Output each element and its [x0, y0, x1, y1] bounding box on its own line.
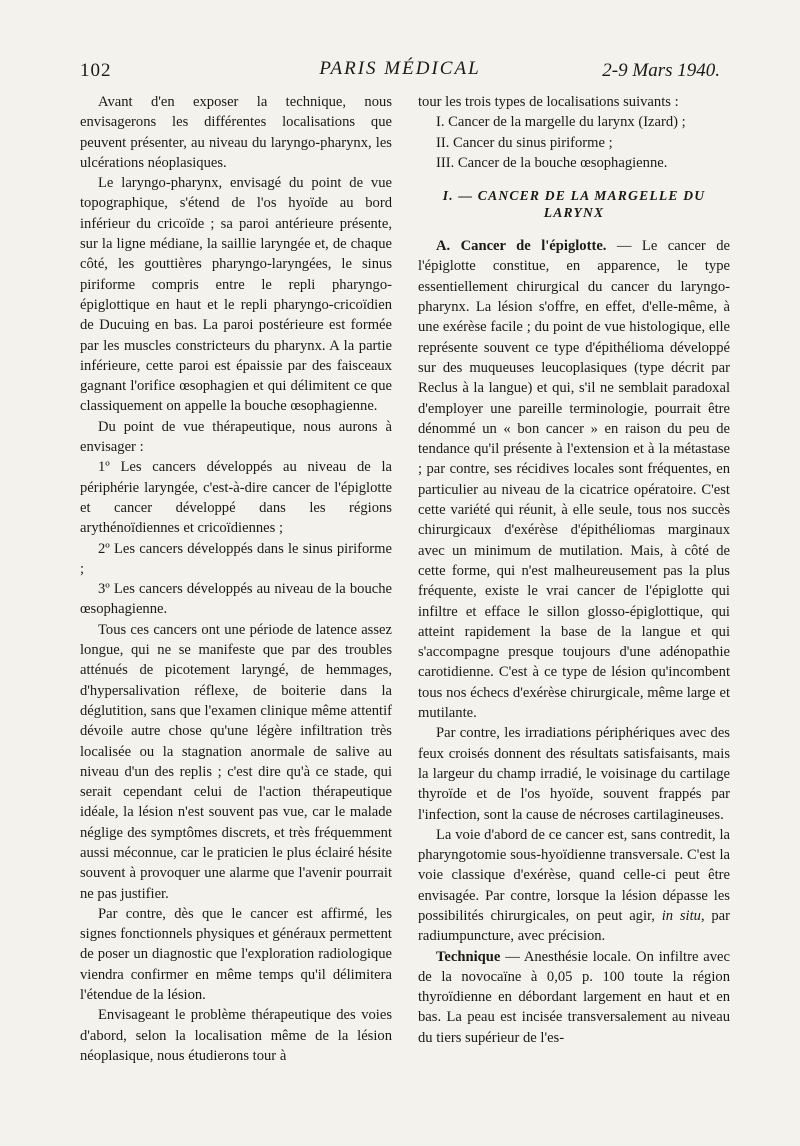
paragraph-text: — Le cancer de l'épiglotte constitue, en apparence, le type essentiellement chirurgical du cancer du laryngo-pharynx. La lésion s'offre, en effet, d'elle-même, à une exérèse facile ; du point de vue histologique, elle représente souvent ce type d'épithélioma développé sur des muqueuses leucoplasiques (type décrit par Reclus à la langue) et qui, s'il ne semblait paradoxal d'employer une pareille terminologie, pourrait être dénommé un « bon cancer » en raison du peu de tendance qu'il présente à l'extension et à la métastase ; par contre, ses récidives locales sont fréquentes, en particulier au niveau de la cicatrice opératoire. C'est cette variété qui réunit, à elle seule, tous nos succès chirurgicaux d'exérèse d'épithéliomas marginaux avec un minimum de mutilation. Mais, à côté de cette forme, qui n'est malheureusement pas la plus fréquente, existe le vrai cancer de l'épiglotte qui infiltre et efface le sillon glosso-épiglottique, qui atteint rapidement la base de la langue et qui s'accompagne presque toujours d'une adénopathie carotidienne. C'est à ce type de lésion qu'incombent tous nos échecs d'exérèse chirurgicale, même large et mutilante. — [418, 238, 730, 722]
paragraph: Tous ces cancers ont une période de latence assez longue, qui ne se manifeste que par des troubles atténués de picotement laryngé, de hemmages, d'hypersalivation réflexe, de boiterie dans la déglutition, sans que l'examen clinique même attentif dévoile autre chose qu'une légère infiltration très localisée ou la stagnation anormale de salive au niveau d'un des replis ; c'est dire qu'à ce stade, qui serait cependant celui de l'action thérapeutique idéale, la lésion n'est souvent pas vue, car le malade néglige des symptômes discrets, et très fréquemment aussi méconnue, car le praticien le plus éclairé hésite souvent à provoquer une alarme que l'avenir pourrait ne pas justifier. — [80, 621, 392, 902]
paragraph — [418, 825, 730, 947]
paragraph-continuation: tour les trois types de localisations suivants : — [418, 94, 679, 110]
page-number: 102 — [80, 60, 112, 81]
list-item: 1º Les cancers développés au niveau de la périphérie laryngée, c'est-à-dire cancer de l'épiglotte et cancer développé dans les régions arythénoïdiennes et cricoïdiennes ; — [80, 459, 392, 537]
list-item: 3º Les cancers développés au niveau de la bouche œsophagienne. — [80, 581, 392, 618]
paragraph: Le laryngo-pharynx, envisagé du point de vue topographique, s'étend de l'os hyoïde au bord inférieur du cricoïde ; sa paroi antérieure présente, sur la ligne médiane, la saillie laryngée et, de chaque côté, les gouttières pharyngo-laryngées, le sinus piriforme compris entre le repli pharyngo-épiglottique en haut et le repli pharyngo-cricoïdien de Ducuing en bas. La paroi postérieure est formée par les muscles constricteurs du pharynx. A la partie inférieure, cette paroi est épaissie par des faisceaux gagnant l'orifice œsophagien et qui délimitent ce que classiquement on appelle la bouche œsophagienne. — [80, 175, 392, 415]
italic-term: in situ — [661, 907, 701, 924]
paragraph — [418, 947, 730, 1048]
paragraph — [418, 236, 730, 723]
issue-date: 2-9 Mars 1940. — [602, 60, 720, 81]
paragraph: Par contre, les irradiations périphériques avec des feux croisés donnent des résultats satisfaisants, mais la largeur du champ irradié, le voisinage du cartilage thyroïde et de l'os hyoïde, souvent frappés par l'infection, sont la cause de nécroses cartilagineuses. — [418, 725, 730, 823]
paragraph: Du point de vue thérapeutique, nous aurons à envisager : — [80, 418, 392, 456]
running-header — [80, 56, 720, 86]
list-item: II. Cancer du sinus piriforme ; — [436, 134, 613, 151]
paragraph: Par contre, dès que le cancer est affirmé, les signes fonctionnels physiques et généraux permettent de poser un diagnostic que l'exploration radiologique viendra confirmer en même temps qu'il délimitera l'étendue de la lésion. — [80, 905, 392, 1004]
subsection-title: A. Cancer de l'épiglotte. — [436, 238, 607, 255]
paragraph-text: — Anesthésie locale. On infiltre avec de la novocaïne à 0,05 p. 100 toute la région thyroïdienne en débordant largement en haut et en bas. La peau est incisée transversalement au niveau du tiers supérieur de l'es- — [418, 948, 730, 1046]
paragraph: Avant d'en exposer la technique, nous envisagerons les différentes localisations que peuvent présenter, au niveau du laryngo-pharynx, les ulcérations néoplasiques. — [80, 94, 392, 171]
section-heading: I. — CANCER DE LA MARGELLE DU LARYNX — [442, 188, 706, 221]
journal-title: PARIS MÉDICAL — [319, 58, 481, 79]
paragraph-text: , par radiumpuncture, avec précision. — [418, 907, 730, 945]
list-item: III. Cancer de la bouche œsophagienne. — [436, 154, 668, 171]
subsection-title: Technique — [436, 948, 501, 965]
right-column — [418, 92, 730, 1048]
paragraph: Envisageant le problème thérapeutique des voies d'abord, selon la localisation même de la lésion néoplasique, nous étudierons tour à — [80, 1007, 392, 1064]
list-item: 2º Les cancers développés dans le sinus piriforme ; — [80, 540, 392, 577]
paragraph-text: La voie d'abord de ce cancer est, sans contredit, la pharyngotomie sous-hyoïdienne transversale. C'est la voie classique d'exérèse, quand celle-ci peut être envisagée. Par contre, lorsque la lésion dépasse les possibilités chirurgicales, on peut agir, — [418, 826, 730, 924]
left-column — [80, 92, 392, 1066]
list-item: I. Cancer de la margelle du larynx (Izard) ; — [436, 114, 686, 131]
